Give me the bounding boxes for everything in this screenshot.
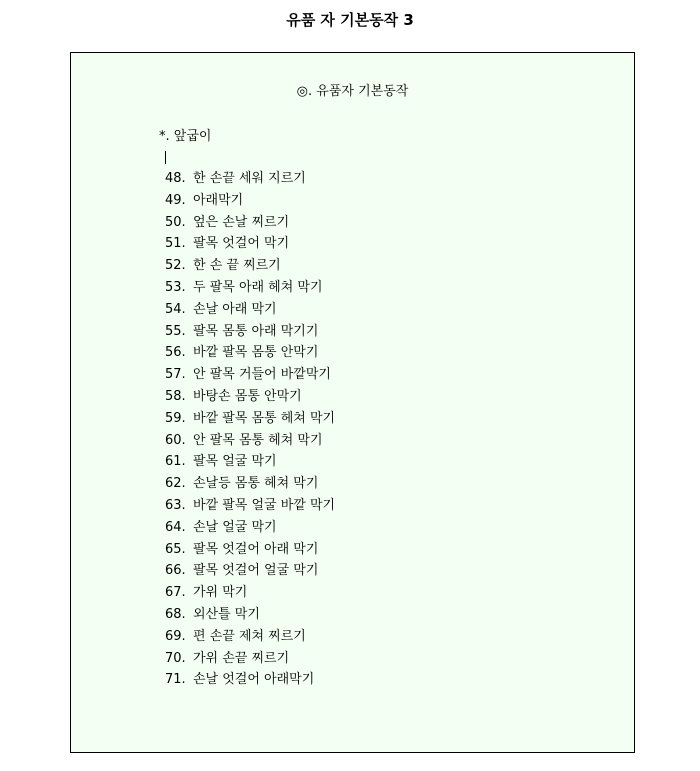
list-item (165, 408, 335, 430)
item-number: 49. (165, 192, 186, 208)
item-text: 한 손끝 세워 지르기 (193, 171, 306, 186)
list-item (165, 539, 335, 561)
item-number: 71. (165, 672, 186, 688)
item-text: 바탕손 몸통 안막기 (193, 388, 302, 404)
item-number: 65. (165, 541, 186, 557)
list-item (165, 560, 335, 582)
item-text: 가위 손끝 찌르기 (193, 650, 290, 666)
list-item (165, 342, 335, 364)
item-text: 외산틀 막기 (193, 606, 260, 622)
list-item (165, 495, 335, 517)
list-item (165, 321, 335, 343)
list-item (165, 255, 335, 277)
box-heading: ◎. 유품자 기본동작 (296, 84, 409, 99)
item-text: 손날 아래 막기 (193, 301, 277, 317)
item-text: 엎은 손날 찌르기 (193, 214, 290, 230)
item-number: 67. (165, 585, 186, 601)
item-text: 손날 얼굴 막기 (193, 519, 277, 535)
item-number: 70. (165, 650, 186, 666)
item-number: 69. (165, 628, 186, 644)
item-number: 48. (165, 171, 186, 186)
item-text: 손날등 몸통 헤쳐 막기 (193, 476, 319, 492)
list-item (165, 669, 335, 691)
section-label: *. 앞굽이 (159, 129, 212, 144)
list-item (165, 430, 335, 452)
item-number: 54. (165, 301, 186, 317)
list-item (165, 626, 335, 648)
list-item (165, 473, 335, 495)
text-cursor (165, 151, 166, 164)
item-number: 62. (165, 476, 186, 492)
item-number: 55. (165, 323, 186, 339)
list-item (165, 386, 335, 408)
item-number: 58. (165, 388, 186, 404)
list-item (165, 299, 335, 321)
item-number: 52. (165, 258, 186, 274)
list-item (165, 604, 335, 626)
item-text: 바깥 팔목 몸통 헤쳐 막기 (193, 410, 336, 426)
item-text: 안 팔목 거들어 바깥막기 (193, 367, 331, 383)
item-number: 56. (165, 345, 186, 361)
item-number: 64. (165, 519, 186, 535)
item-number: 63. (165, 497, 186, 513)
list-item (165, 364, 335, 386)
technique-list (165, 168, 335, 691)
list-item (165, 277, 335, 299)
list-item (165, 451, 335, 473)
list-item (165, 190, 335, 212)
list-item (165, 212, 335, 234)
list-item (165, 648, 335, 670)
list-item (165, 582, 335, 604)
item-text: 가위 막기 (193, 585, 248, 601)
item-number: 60. (165, 432, 186, 448)
item-text: 팔목 얼굴 막기 (193, 454, 277, 470)
item-text: 안 팔목 몸통 헤쳐 막기 (193, 432, 323, 448)
page-title: 유품 자 기본동작 3 (286, 11, 414, 29)
item-text: 편 손끝 제쳐 찌르기 (193, 628, 306, 644)
item-text: 바깥 팔목 얼굴 바깥 막기 (193, 497, 336, 513)
item-text: 팔목 엇걸어 막기 (193, 236, 290, 252)
item-text: 한 손 끝 찌르기 (193, 258, 281, 274)
item-number: 68. (165, 606, 186, 622)
item-text: 바깥 팔목 몸통 안막기 (193, 345, 319, 361)
list-item (165, 517, 335, 539)
list-item (165, 233, 335, 255)
item-text: 팔목 엇걸어 얼굴 막기 (193, 563, 319, 579)
item-number: 61. (165, 454, 186, 470)
item-text: 두 팔목 아래 헤쳐 막기 (193, 279, 323, 295)
item-number: 50. (165, 214, 186, 230)
content-box (70, 52, 635, 753)
item-text: 손날 엇걸어 아래막기 (193, 672, 315, 688)
list-item (165, 168, 335, 190)
item-text: 팔목 엇걸어 아래 막기 (193, 541, 319, 557)
item-number: 66. (165, 563, 186, 579)
item-number: 51. (165, 236, 186, 252)
item-number: 53. (165, 279, 186, 295)
item-number: 57. (165, 367, 186, 383)
item-text: 팔목 몸통 아래 막기기 (193, 323, 319, 339)
item-number: 59. (165, 410, 186, 426)
item-text: 아래막기 (193, 192, 244, 208)
